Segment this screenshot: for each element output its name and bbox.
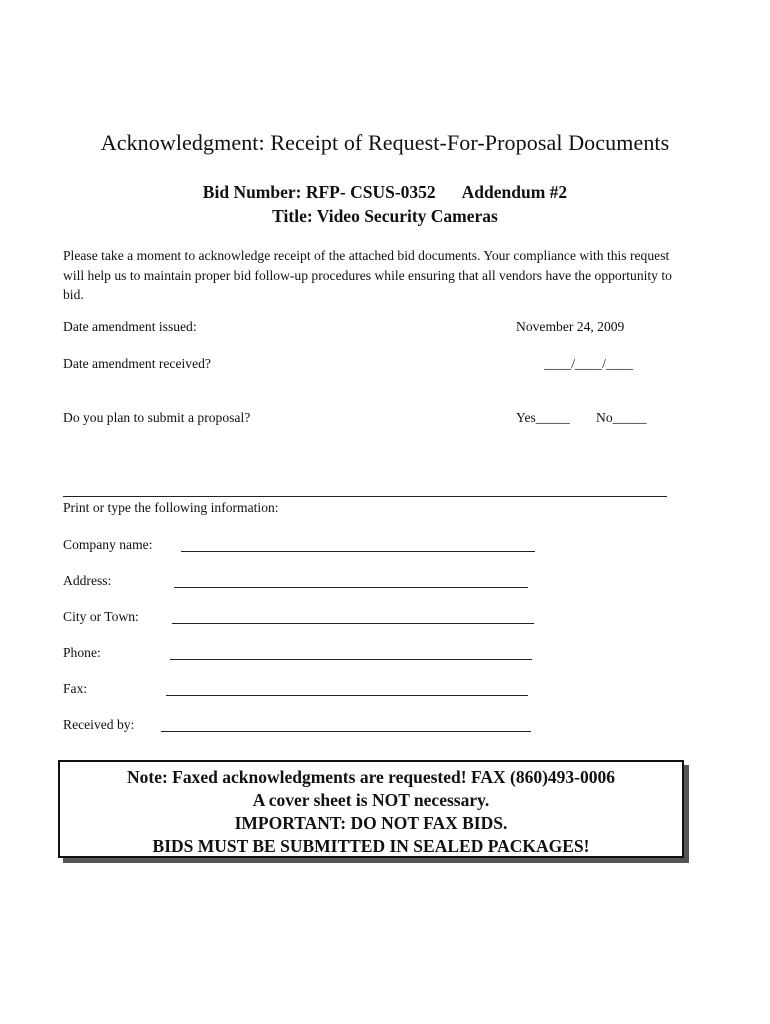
bid-number-line xyxy=(0,182,770,203)
page-title: Acknowledgment: Receipt of Request-For-Proposal Documents xyxy=(100,130,670,155)
date-issued-value: November 24, 2009 xyxy=(516,319,625,334)
fax-label: Fax: xyxy=(63,681,88,696)
phone-label: Phone: xyxy=(63,645,101,660)
note-line-sealed: BIDS MUST BE SUBMITTED IN SEALED PACKAGES! xyxy=(152,836,590,856)
info-heading: Print or type the following information: xyxy=(63,500,279,515)
proposal-question: Do you plan to submit a proposal? xyxy=(63,410,251,425)
city-label: City or Town: xyxy=(63,609,139,624)
note-line-fax: Note: Faxed acknowledgments are requested! FAX (860)493-0006 xyxy=(127,767,615,787)
addendum-number: Addendum #2 xyxy=(461,182,568,202)
date-received-label: Date amendment received? xyxy=(63,356,211,371)
section-divider xyxy=(63,496,667,497)
city-field[interactable] xyxy=(172,623,534,624)
date-issued-label: Date amendment issued: xyxy=(63,319,197,334)
fax-field[interactable] xyxy=(166,695,528,696)
address-label: Address: xyxy=(63,573,112,588)
no-option[interactable]: No_____ xyxy=(596,410,647,425)
phone-field[interactable] xyxy=(170,659,532,660)
received-by-field[interactable] xyxy=(161,731,531,732)
received-by-label: Received by: xyxy=(63,717,135,732)
intro-paragraph: Please take a moment to acknowledge receipt of the attached bid documents. Your compliance with this request will help us to maintain proper bid follow-up procedures while ensuring that all vendors have the opportunity to bid. xyxy=(63,248,672,302)
date-received-field[interactable]: ____/____/____ xyxy=(544,356,634,371)
rfp-title: Title: Video Security Cameras xyxy=(272,206,498,226)
address-field[interactable] xyxy=(174,587,528,588)
yes-option[interactable]: Yes_____ xyxy=(516,410,570,425)
note-line-important: IMPORTANT: DO NOT FAX BIDS. xyxy=(234,813,508,833)
company-name-field[interactable] xyxy=(181,551,535,552)
bid-number: Bid Number: RFP- CSUS-0352 xyxy=(202,182,436,202)
company-name-label: Company name: xyxy=(63,537,153,552)
note-line-cover-sheet: A cover sheet is NOT necessary. xyxy=(252,790,490,810)
fax-note-box xyxy=(58,760,684,858)
